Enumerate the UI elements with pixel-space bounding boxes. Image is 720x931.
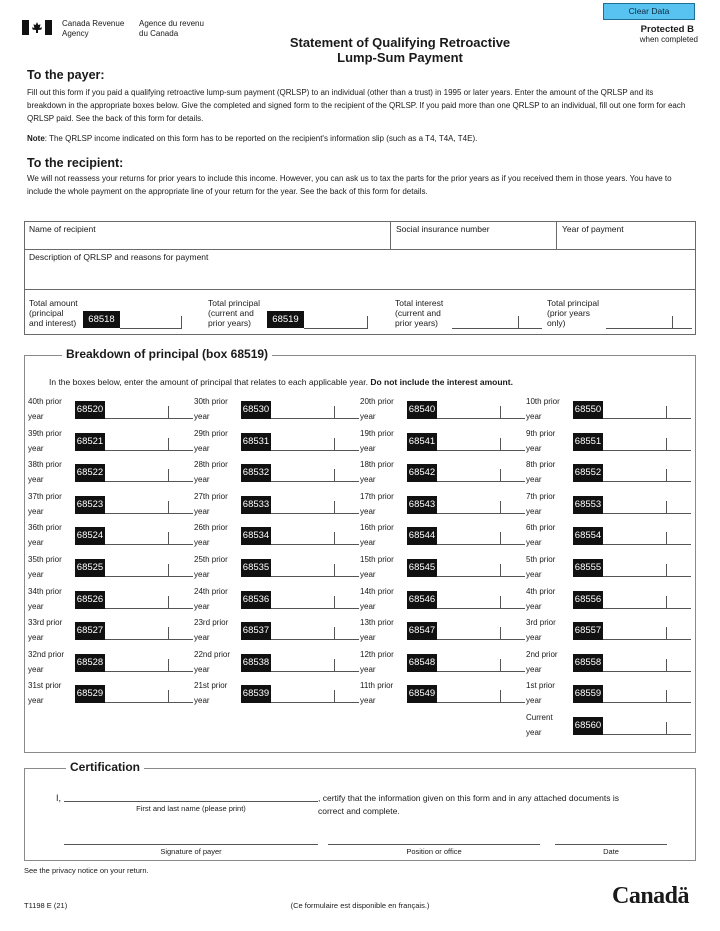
- cents-divider: [334, 501, 335, 514]
- box-code: 68546: [407, 591, 437, 609]
- amount-field[interactable]: [105, 659, 193, 672]
- box-code: 68533: [241, 496, 271, 514]
- box-code: 68553: [573, 496, 603, 514]
- position-caption: Position or office: [406, 847, 462, 856]
- year-label: 20th prior year: [360, 397, 394, 421]
- amount-field[interactable]: [105, 406, 193, 419]
- box-code: 68544: [407, 527, 437, 545]
- cents-divider: [500, 659, 501, 672]
- year-label: 23rd prior year: [194, 618, 229, 643]
- year-label: 14th prior year: [360, 586, 394, 611]
- amount-field[interactable]: [437, 469, 525, 482]
- year-label: 26th prior year: [194, 523, 228, 548]
- year-label: 37th prior year: [28, 491, 62, 516]
- amount-field[interactable]: [271, 501, 359, 514]
- amount-field[interactable]: [271, 690, 359, 703]
- cents-divider: [334, 690, 335, 703]
- note-text: : The QRLSP income indicated on this form has to be reported on the recipient's information slip (such as a T4, T4A, T4E).: [44, 134, 478, 143]
- agency-name-en: Canada Revenue Agency: [62, 19, 125, 38]
- box-code: 68534: [241, 527, 271, 545]
- year-label: 31st prior year: [28, 681, 62, 706]
- cents-divider: [334, 406, 335, 419]
- amount-field[interactable]: [437, 532, 525, 545]
- cents-divider: [666, 722, 667, 735]
- total-interest-label: Total interest (current and prior years): [395, 298, 444, 328]
- cents-divider: [666, 627, 667, 640]
- position-field[interactable]: [328, 832, 540, 845]
- cents-divider: [367, 316, 368, 329]
- box-code: 68527: [75, 622, 105, 640]
- year-label: 3rd prior year: [526, 618, 556, 643]
- box-code: 68556: [573, 591, 603, 609]
- amount-field[interactable]: [271, 564, 359, 577]
- year-label: 29th prior year: [194, 428, 228, 453]
- amount-field[interactable]: [437, 564, 525, 577]
- recipient-name-label: Name of recipient: [29, 224, 96, 234]
- cents-divider: [500, 501, 501, 514]
- box-code: 68539: [241, 685, 271, 703]
- cents-divider: [666, 469, 667, 482]
- cents-divider: [500, 469, 501, 482]
- box-code: 68559: [573, 685, 603, 703]
- cents-divider: [500, 438, 501, 451]
- certification-title: Certification: [66, 760, 144, 774]
- cents-divider: [666, 532, 667, 545]
- cents-divider: [666, 690, 667, 703]
- cents-divider: [168, 627, 169, 640]
- year-of-payment-field[interactable]: [558, 235, 694, 248]
- sin-field[interactable]: [392, 235, 554, 248]
- box-code: 68536: [241, 591, 271, 609]
- cents-divider: [334, 596, 335, 609]
- cents-divider: [666, 501, 667, 514]
- cents-divider: [168, 406, 169, 419]
- sin-label: Social insurance number: [396, 224, 490, 234]
- box-code: 68558: [573, 654, 603, 672]
- year-label: 1st prior year: [526, 681, 555, 706]
- amount-field[interactable]: [603, 406, 691, 419]
- amount-field[interactable]: [603, 438, 691, 451]
- canada-flag-icon: [22, 20, 52, 35]
- cents-divider: [666, 659, 667, 672]
- box-code: 68550: [573, 401, 603, 419]
- payer-instructions: Fill out this form if you paid a qualifying retroactive lump-sum payment (QRLSP) to an individual (other than a trust) in 1995 or later years. Enter the amount of the QRLSP and its breakdown in the appropriate boxes below. Give the completed and signed form to the recipient of the QRLSP. If you paid more than one QRLSP to an individual, fill out one form for each QRLSP paid. See the back of this form for details.: [27, 88, 686, 123]
- cents-divider: [500, 406, 501, 419]
- payer-note: [27, 132, 693, 145]
- amount-field[interactable]: [603, 627, 691, 640]
- breakdown-instruction-text: In the boxes below, enter the amount of principal that relates to each applicable year.: [49, 377, 371, 387]
- amount-field[interactable]: [271, 659, 359, 672]
- year-label: 13th prior year: [360, 618, 394, 643]
- amount-field[interactable]: [603, 659, 691, 672]
- box-code: 68535: [241, 559, 271, 577]
- amount-field[interactable]: [437, 406, 525, 419]
- description-field[interactable]: [26, 264, 694, 287]
- year-label: 22nd prior year: [194, 649, 231, 674]
- box-code: 68551: [573, 433, 603, 451]
- date-caption: Date: [603, 847, 619, 856]
- amount-field[interactable]: [271, 532, 359, 545]
- cents-divider: [500, 596, 501, 609]
- amount-field[interactable]: [437, 659, 525, 672]
- cents-divider: [334, 438, 335, 451]
- year-label: 9th prior year: [526, 428, 556, 453]
- box-code-68518: 68518: [83, 311, 120, 328]
- description-label: Description of QRLSP and reasons for payment: [29, 252, 209, 262]
- year-label: 11th prior year: [360, 681, 394, 706]
- amount-field[interactable]: [603, 469, 691, 482]
- cents-divider: [666, 438, 667, 451]
- box-code: 68521: [75, 433, 105, 451]
- note-label: Note: [27, 134, 45, 143]
- amount-field[interactable]: [105, 690, 193, 703]
- amount-field[interactable]: [105, 596, 193, 609]
- cents-divider: [334, 659, 335, 672]
- box-code-68519: 68519: [267, 311, 304, 328]
- box-code: 68529: [75, 685, 105, 703]
- cents-divider: [500, 532, 501, 545]
- agency-name-fr: Agence du revenu du Canada: [139, 19, 204, 38]
- amount-field[interactable]: [437, 596, 525, 609]
- box-code: 68543: [407, 496, 437, 514]
- amount-field[interactable]: [603, 564, 691, 577]
- year-label: 32nd prior year: [28, 649, 65, 674]
- cents-divider: [500, 627, 501, 640]
- cents-divider: [518, 316, 519, 329]
- form-identifier: T1198 E (21): [24, 901, 68, 910]
- amount-field[interactable]: [105, 501, 193, 514]
- certification-statement: , certify that the information given on this form and in any attached documents is correct and complete.: [318, 793, 619, 816]
- box-code: 68528: [75, 654, 105, 672]
- box-code: 68532: [241, 464, 271, 482]
- year-label: 34th prior year: [28, 586, 62, 611]
- box-code: 68525: [75, 559, 105, 577]
- year-label: Current year: [526, 713, 553, 737]
- year-label: 4th prior year: [526, 586, 556, 611]
- cents-divider: [168, 501, 169, 514]
- cents-divider: [672, 316, 673, 329]
- amount-field[interactable]: [603, 690, 691, 703]
- total-amount-field[interactable]: [120, 316, 182, 329]
- date-field[interactable]: [555, 832, 667, 845]
- cents-divider: [334, 532, 335, 545]
- box-code: 68531: [241, 433, 271, 451]
- year-label: 33rd prior year: [28, 618, 63, 643]
- cents-divider: [334, 627, 335, 640]
- year-label: 38th prior year: [28, 460, 62, 485]
- year-label: 21st prior year: [194, 681, 228, 706]
- box-code: 68522: [75, 464, 105, 482]
- year-label: 18th prior year: [360, 460, 394, 485]
- cents-divider: [168, 532, 169, 545]
- signature-caption: Signature of payer: [160, 847, 222, 856]
- amount-field[interactable]: [271, 438, 359, 451]
- clear-data-button[interactable]: Clear Data: [603, 3, 695, 20]
- amount-field[interactable]: [437, 627, 525, 640]
- recipient-name-field[interactable]: [26, 235, 388, 248]
- total-interest-field[interactable]: [452, 316, 542, 329]
- year-label: 6th prior year: [526, 523, 556, 548]
- box-code: 68547: [407, 622, 437, 640]
- year-label: 8th prior year: [526, 460, 556, 485]
- year-label: 12th prior year: [360, 649, 394, 674]
- row-divider: [24, 289, 696, 290]
- box-code: 68542: [407, 464, 437, 482]
- cents-divider: [168, 438, 169, 451]
- cents-divider: [168, 659, 169, 672]
- total-principal-prior-field[interactable]: [606, 316, 692, 329]
- year-label: 28th prior year: [194, 460, 228, 485]
- year-label: 36th prior year: [28, 523, 62, 548]
- year-label: 10th prior year: [526, 397, 560, 421]
- year-label: 27th prior year: [194, 491, 228, 516]
- box-code: 68523: [75, 496, 105, 514]
- amount-field[interactable]: [271, 627, 359, 640]
- amount-field[interactable]: [105, 564, 193, 577]
- box-code: 68540: [407, 401, 437, 419]
- year-label: 16th prior year: [360, 523, 394, 548]
- box-code: 68557: [573, 622, 603, 640]
- payer-heading: To the payer:: [27, 68, 105, 82]
- payer-name-caption: First and last name (please print): [136, 804, 246, 813]
- breakdown-instruction-bold: Do not include the interest amount.: [370, 377, 513, 387]
- cents-divider: [334, 469, 335, 482]
- box-code: 68560: [573, 717, 603, 735]
- year-label: 2nd prior year: [526, 649, 558, 674]
- year-label: 19th prior year: [360, 428, 394, 453]
- cents-divider: [666, 596, 667, 609]
- year-label: 15th prior year: [360, 555, 394, 579]
- cents-divider: [666, 564, 667, 577]
- protected-b-label: Protected B: [640, 24, 694, 35]
- cents-divider: [181, 316, 182, 329]
- cents-divider: [500, 690, 501, 703]
- certify-i-label: I,: [56, 793, 62, 803]
- french-availability: (Ce formulaire est disponible en français.): [290, 901, 430, 910]
- box-code: 68520: [75, 401, 105, 419]
- year-label: 40th prior year: [28, 397, 62, 421]
- cents-divider: [168, 469, 169, 482]
- amount-field[interactable]: [105, 469, 193, 482]
- year-label: 30th prior year: [194, 397, 228, 421]
- amount-field[interactable]: [603, 501, 691, 514]
- box-code: 68555: [573, 559, 603, 577]
- when-completed-label: when completed: [639, 35, 698, 44]
- year-label: 17th prior year: [360, 491, 394, 516]
- year-label: 35th prior year: [28, 555, 62, 579]
- col-divider: [556, 221, 557, 249]
- box-code: 68526: [75, 591, 105, 609]
- cents-divider: [168, 690, 169, 703]
- box-code: 68548: [407, 654, 437, 672]
- total-principal-field[interactable]: [304, 316, 368, 329]
- breakdown-instruction: [49, 377, 513, 387]
- year-label: 5th prior year: [526, 555, 556, 579]
- total-principal-label: Total principal (current and prior years): [208, 298, 260, 328]
- canada-wordmark: Canadä: [612, 883, 690, 909]
- amount-field[interactable]: [437, 690, 525, 703]
- amount-field[interactable]: [271, 469, 359, 482]
- cents-divider: [666, 406, 667, 419]
- box-code: 68552: [573, 464, 603, 482]
- cents-divider: [500, 564, 501, 577]
- box-code: 68545: [407, 559, 437, 577]
- amount-field[interactable]: [437, 438, 525, 451]
- recipient-heading: To the recipient:: [27, 156, 124, 170]
- amount-field[interactable]: [603, 722, 691, 735]
- cents-divider: [168, 564, 169, 577]
- year-label: 7th prior year: [526, 491, 556, 516]
- amount-field[interactable]: [105, 532, 193, 545]
- payer-name-field[interactable]: [64, 789, 318, 802]
- total-principal-prior-label: Total principal (prior years only): [547, 298, 599, 328]
- box-code: 68541: [407, 433, 437, 451]
- cents-divider: [334, 564, 335, 577]
- year-label: 25th prior year: [194, 555, 228, 579]
- amount-field[interactable]: [105, 627, 193, 640]
- breakdown-title: Breakdown of principal (box 68519): [62, 347, 272, 361]
- year-label: 39th prior year: [28, 428, 62, 453]
- signature-field[interactable]: [64, 832, 318, 845]
- box-code: 68530: [241, 401, 271, 419]
- box-code: 68537: [241, 622, 271, 640]
- amount-field[interactable]: [105, 438, 193, 451]
- col-divider: [390, 221, 391, 249]
- cents-divider: [168, 596, 169, 609]
- privacy-notice: See the privacy notice on your return.: [24, 866, 149, 875]
- amount-field[interactable]: [271, 596, 359, 609]
- box-code: 68524: [75, 527, 105, 545]
- year-label: 24th prior year: [194, 586, 228, 611]
- box-code: 68549: [407, 685, 437, 703]
- box-code: 68538: [241, 654, 271, 672]
- amount-field[interactable]: [603, 532, 691, 545]
- amount-field[interactable]: [603, 596, 691, 609]
- amount-field[interactable]: [437, 501, 525, 514]
- row-divider: [24, 249, 696, 250]
- total-amount-label: Total amount (principal and interest): [29, 298, 78, 328]
- amount-field[interactable]: [271, 406, 359, 419]
- form-title: Statement of Qualifying Retroactive Lump-Sum Payment: [289, 35, 511, 65]
- recipient-instructions: We will not reassess your returns for prior years to include this income. However, you can ask us to tax the parts for the prior years as if you received them in those years. You have to include the whole payment on the appropriate line of your return for the year. See the back of this form for details.: [27, 174, 672, 196]
- year-of-payment-label: Year of payment: [562, 224, 624, 234]
- box-code: 68554: [573, 527, 603, 545]
